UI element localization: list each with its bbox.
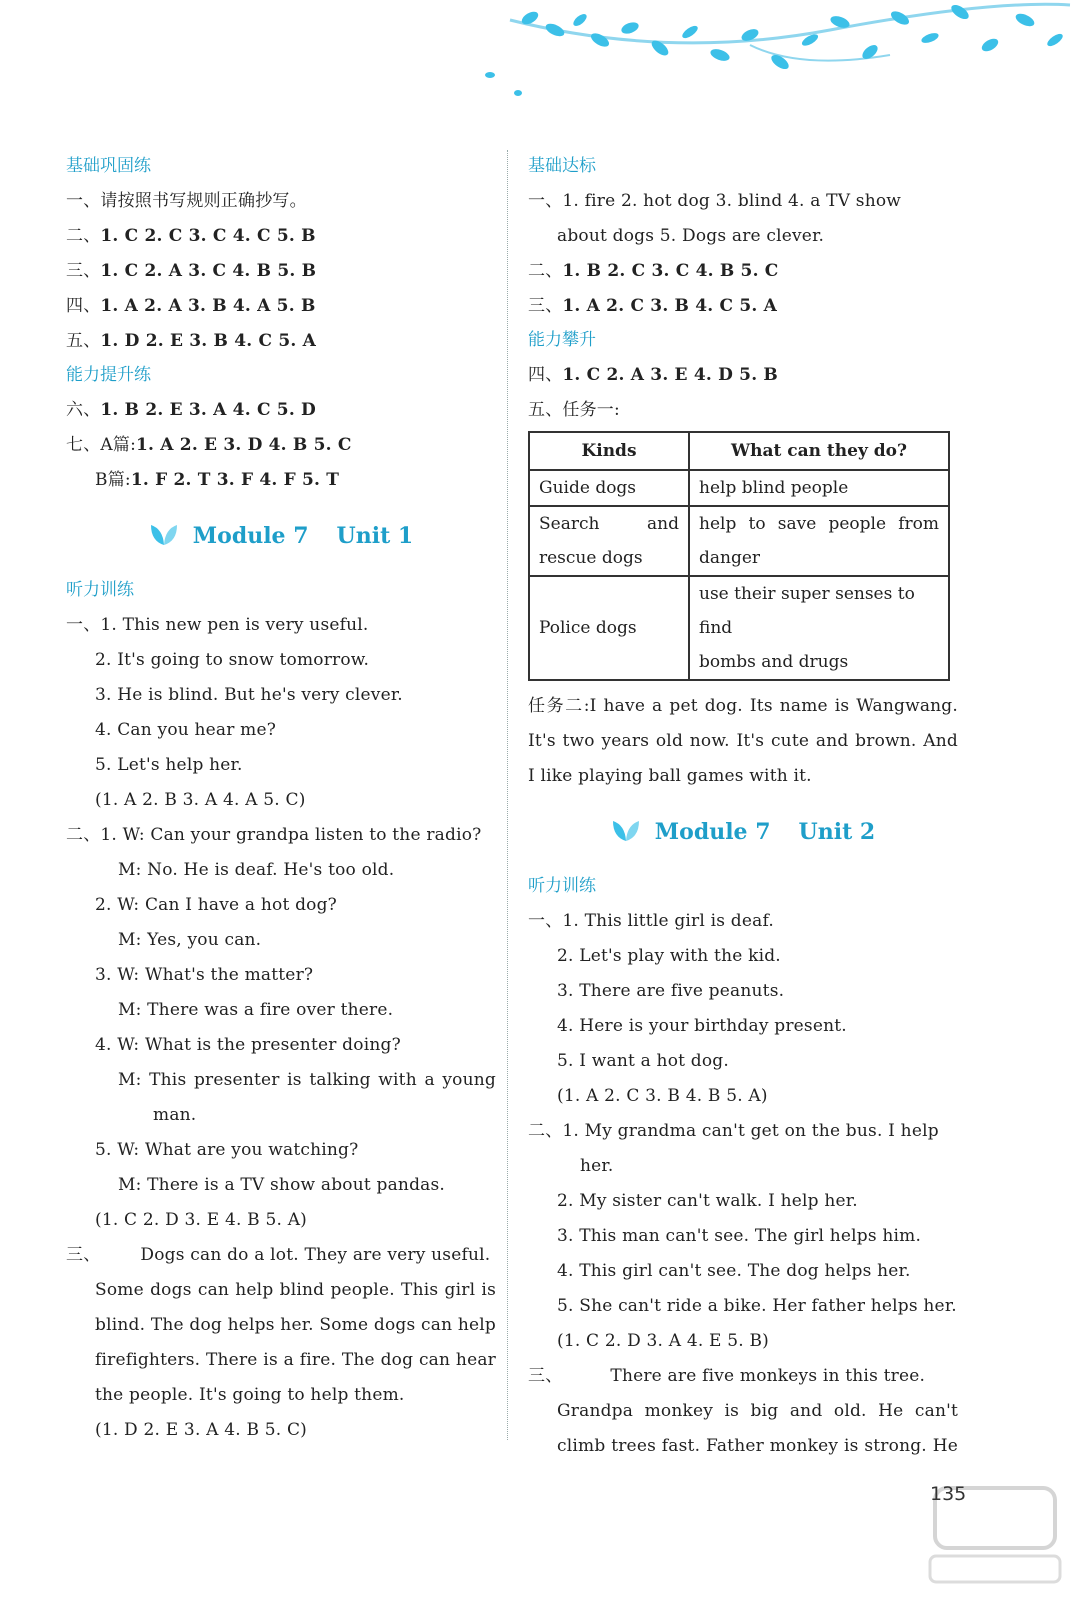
answer-line: 四、1. A 2. A 3. B 4. A 5. B bbox=[66, 296, 316, 316]
left-column bbox=[66, 150, 496, 1448]
table-row bbox=[529, 470, 949, 506]
answer-line: M: No. He is deaf. He's too old. bbox=[118, 860, 395, 880]
answer-line: Grandpa monkey is big and old. He can't bbox=[557, 1401, 958, 1421]
table-cell: help blind people bbox=[689, 470, 949, 506]
answer-line: (1. C 2. D 3. E 4. B 5. A) bbox=[95, 1210, 308, 1230]
leaf-icon bbox=[611, 819, 641, 843]
answer-line: 三、1. C 2. A 3. C 4. B 5. B bbox=[66, 261, 317, 281]
leaf-branch-decoration bbox=[470, 0, 1075, 110]
answer-line: B篇:1. F 2. T 3. F 4. F 5. T bbox=[95, 470, 340, 490]
answer-line: 5. Let's help her. bbox=[95, 755, 243, 775]
dog-kinds-table bbox=[528, 431, 950, 681]
answer-line: 任务二:I have a pet dog. Its name is Wangwang. bbox=[528, 696, 958, 716]
answer-line: 5. She can't ride a bike. Her father helps her. bbox=[557, 1296, 957, 1316]
module-title: Module 7 Unit 2 bbox=[528, 794, 958, 870]
answer-line: 一、1. This new pen is very useful. bbox=[66, 615, 369, 635]
answer-line: 五、1. D 2. E 3. B 4. C 5. A bbox=[66, 331, 316, 351]
answer-line: 二、1. C 2. C 3. C 4. C 5. B bbox=[66, 226, 316, 246]
answer-line: 4. Can you hear me? bbox=[95, 720, 277, 740]
column-divider bbox=[507, 150, 508, 1440]
page-number: 135 bbox=[930, 1483, 967, 1505]
answer-line: about dogs 5. Dogs are clever. bbox=[557, 226, 825, 246]
answer-line: M: There is a TV show about pandas. bbox=[118, 1175, 446, 1195]
answer-line: M: There was a fire over there. bbox=[118, 1000, 394, 1020]
table-cell: Police dogs bbox=[529, 576, 689, 680]
answer-line: 二、1. My grandma can't get on the bus. I help bbox=[528, 1121, 939, 1141]
leaf-icon bbox=[149, 523, 179, 547]
answer-line: (1. C 2. D 3. A 4. E 5. B) bbox=[557, 1331, 770, 1351]
answer-line: 三、 Dogs can do a lot. They are very useful. bbox=[66, 1245, 491, 1265]
answer-line: her. bbox=[580, 1156, 614, 1176]
answer-line: 5. I want a hot dog. bbox=[557, 1051, 729, 1071]
module-title: Module 7 Unit 1 bbox=[66, 498, 496, 574]
answer-line: 四、1. C 2. A 3. E 4. D 5. B bbox=[528, 365, 778, 385]
answer-line: 4. This girl can't see. The dog helps her. bbox=[557, 1261, 911, 1281]
table-cell: Search and rescue dogs bbox=[529, 506, 689, 576]
answer-line: 六、1. B 2. E 3. A 4. C 5. D bbox=[66, 400, 316, 420]
answer-line: 七、A篇:1. A 2. E 3. D 4. B 5. C bbox=[66, 435, 352, 455]
table-row bbox=[529, 576, 949, 680]
table-header-cell: Kinds bbox=[529, 432, 689, 470]
answer-line: M: This presenter is talking with a young bbox=[118, 1070, 496, 1090]
right-column bbox=[528, 150, 958, 1464]
answer-line: 2. It's going to snow tomorrow. bbox=[95, 650, 370, 670]
answer-line: 5. W: What are you watching? bbox=[95, 1140, 359, 1160]
section-heading: 听力训练 bbox=[66, 580, 134, 600]
table-cell: Guide dogs bbox=[529, 470, 689, 506]
answer-line: the people. It's going to help them. bbox=[95, 1385, 405, 1405]
answer-line: firefighters. There is a fire. The dog can hear bbox=[95, 1350, 496, 1370]
answer-line: I like playing ball games with it. bbox=[528, 766, 812, 786]
answer-line: 4. W: What is the presenter doing? bbox=[95, 1035, 401, 1055]
section-heading: 基础巩固练 bbox=[66, 156, 151, 176]
answer-line: (1. A 2. C 3. B 4. B 5. A) bbox=[557, 1086, 768, 1106]
table-row bbox=[529, 506, 949, 576]
answer-line: 三、1. A 2. C 3. B 4. C 5. A bbox=[528, 296, 778, 316]
answer-line: 三、 There are five monkeys in this tree. bbox=[528, 1366, 926, 1386]
answer-line: blind. The dog helps her. Some dogs can help bbox=[95, 1315, 496, 1335]
answer-line: (1. D 2. E 3. A 4. B 5. C) bbox=[95, 1420, 308, 1440]
section-heading: 听力训练 bbox=[528, 876, 596, 896]
answer-line: Some dogs can help blind people. This girl is bbox=[95, 1280, 496, 1300]
answer-line: 一、请按照书写规则正确抄写。 bbox=[66, 191, 307, 211]
section-heading: 基础达标 bbox=[528, 156, 596, 176]
answer-line: 3. There are five peanuts. bbox=[557, 981, 785, 1001]
section-heading: 能力攀升 bbox=[528, 330, 596, 350]
answer-line: 2. Let's play with the kid. bbox=[557, 946, 781, 966]
answer-line: 4. Here is your birthday present. bbox=[557, 1016, 847, 1036]
answer-line: 2. W: Can I have a hot dog? bbox=[95, 895, 337, 915]
table-header-row bbox=[529, 432, 949, 470]
answer-line: 3. He is blind. But he's very clever. bbox=[95, 685, 403, 705]
answer-line: 2. My sister can't walk. I help her. bbox=[557, 1191, 858, 1211]
table-cell: use their super senses to find bombs and drugs bbox=[689, 576, 949, 680]
answer-line: 一、1. This little girl is deaf. bbox=[528, 911, 774, 931]
answer-line: 3. W: What's the matter? bbox=[95, 965, 314, 985]
answer-line: 五、任务一: bbox=[528, 400, 620, 420]
table-cell: help to save people from danger bbox=[689, 506, 949, 576]
answer-line: 二、1. W: Can your grandpa listen to the radio? bbox=[66, 825, 482, 845]
answer-line: It's two years old now. It's cute and brown. And bbox=[528, 731, 958, 751]
section-heading: 能力提升练 bbox=[66, 365, 151, 385]
table-header-cell: What can they do? bbox=[689, 432, 949, 470]
answer-line: M: Yes, you can. bbox=[118, 930, 262, 950]
answer-line: man. bbox=[153, 1105, 197, 1125]
answer-line: 二、1. B 2. C 3. C 4. B 5. C bbox=[528, 261, 779, 281]
answer-line: (1. A 2. B 3. A 4. A 5. C) bbox=[95, 790, 306, 810]
answer-line: 一、1. fire 2. hot dog 3. blind 4. a TV show bbox=[528, 191, 902, 211]
answer-line: climb trees fast. Father monkey is strong. He bbox=[557, 1436, 958, 1456]
answer-line: 3. This man can't see. The girl helps him. bbox=[557, 1226, 922, 1246]
